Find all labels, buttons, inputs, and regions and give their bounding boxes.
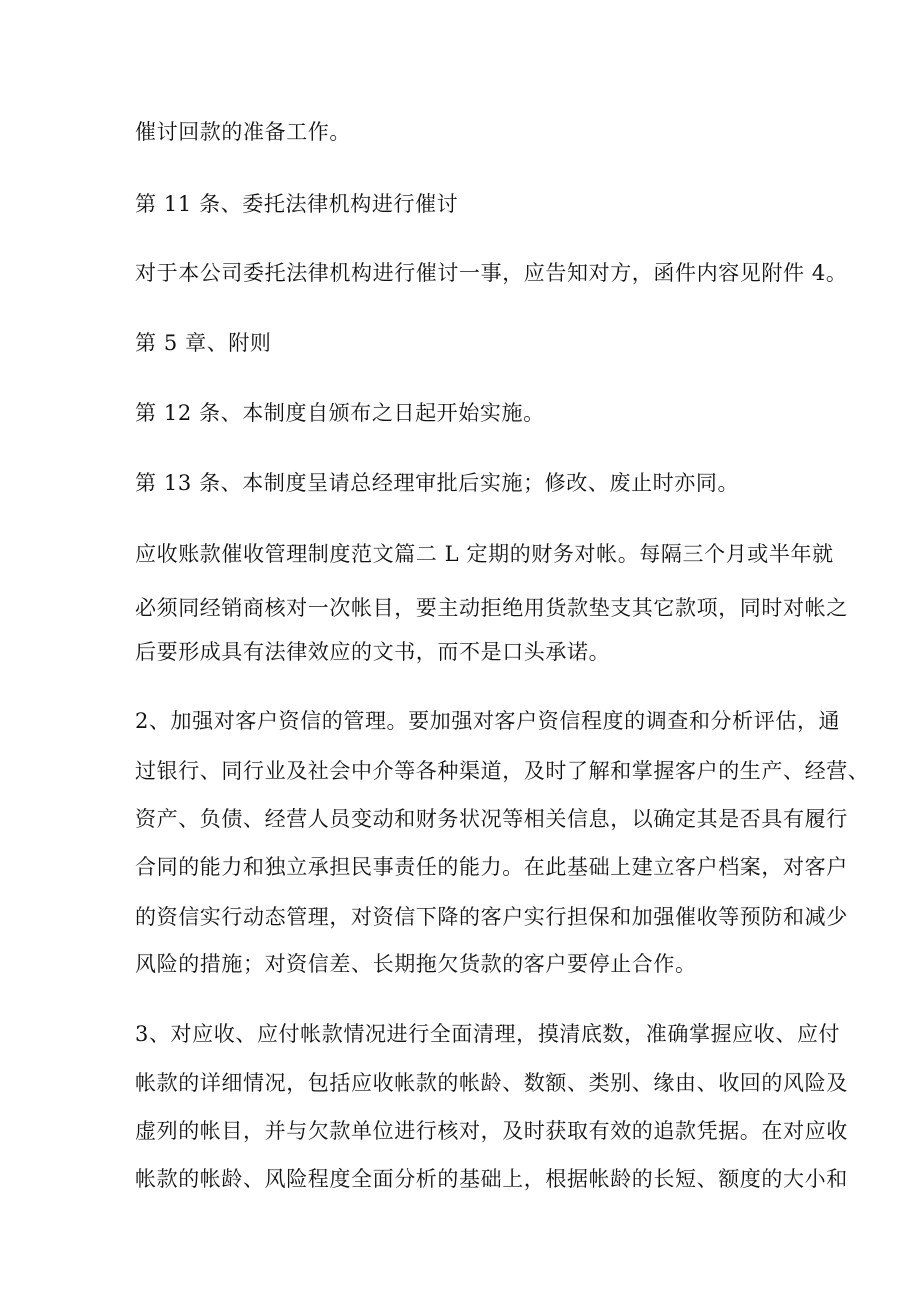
text-line: 对于本公司委托法律机构进行催讨一事，应告知对方，函件内容见附件 4。 xyxy=(135,261,848,285)
article-heading: 第 13 条、本制度呈请总经理审批后实施；修改、废止时亦同。 xyxy=(135,471,740,495)
text-line: 过银行、同行业及社会中介等各种渠道，及时了解和掌握客户的生产、经营、 xyxy=(135,759,870,783)
text-line: 后要形成具有法律效应的文书，而不是口头承诺。 xyxy=(135,640,611,664)
text-line: 必须同经销商核对一次帐目，要主动拒绝用货款垫支其它款项，同时对帐之 xyxy=(135,596,848,620)
text-line: 应收账款催收管理制度范文篇二 L 定期的财务对帐。每隔三个月或半年就 xyxy=(135,542,834,566)
text-line: 2、加强对客户资信的管理。要加强对客户资信程度的调查和分析评估，通 xyxy=(135,709,841,733)
text-line: 的资信实行动态管理，对资信下降的客户实行担保和加强催收等预防和减少 xyxy=(135,905,848,929)
text-line: 资产、负债、经营人员变动和财务状况等相关信息，以确定其是否具有履行 xyxy=(135,807,848,831)
text-line: 帐款的帐龄、风险程度全面分析的基础上，根据帐龄的长短、额度的大小和 xyxy=(135,1167,848,1191)
text-line: 风险的措施；对资信差、长期拖欠货款的客户要停止合作。 xyxy=(135,952,697,976)
text-line: 3、对应收、应付帐款情况进行全面清理，摸清底数，准确掌握应收、应付 xyxy=(135,1022,841,1046)
text-line: 帐款的详细情况，包括应收帐款的帐龄、数额、类别、缘由、收回的风险及 xyxy=(135,1071,848,1095)
article-heading: 第 11 条、委托法律机构进行催讨 xyxy=(135,192,459,216)
article-heading: 第 12 条、本制度自颁布之日起开始实施。 xyxy=(135,401,545,425)
text-line: 合同的能力和独立承担民事责任的能力。在此基础上建立客户档案，对客户 xyxy=(135,855,848,879)
chapter-heading: 第 5 章、附则 xyxy=(135,331,272,355)
text-line: 虚列的帐目，并与欠款单位进行核对，及时获取有效的追款凭据。在对应收 xyxy=(135,1119,848,1143)
text-line: 催讨回款的准备工作。 xyxy=(135,120,351,144)
